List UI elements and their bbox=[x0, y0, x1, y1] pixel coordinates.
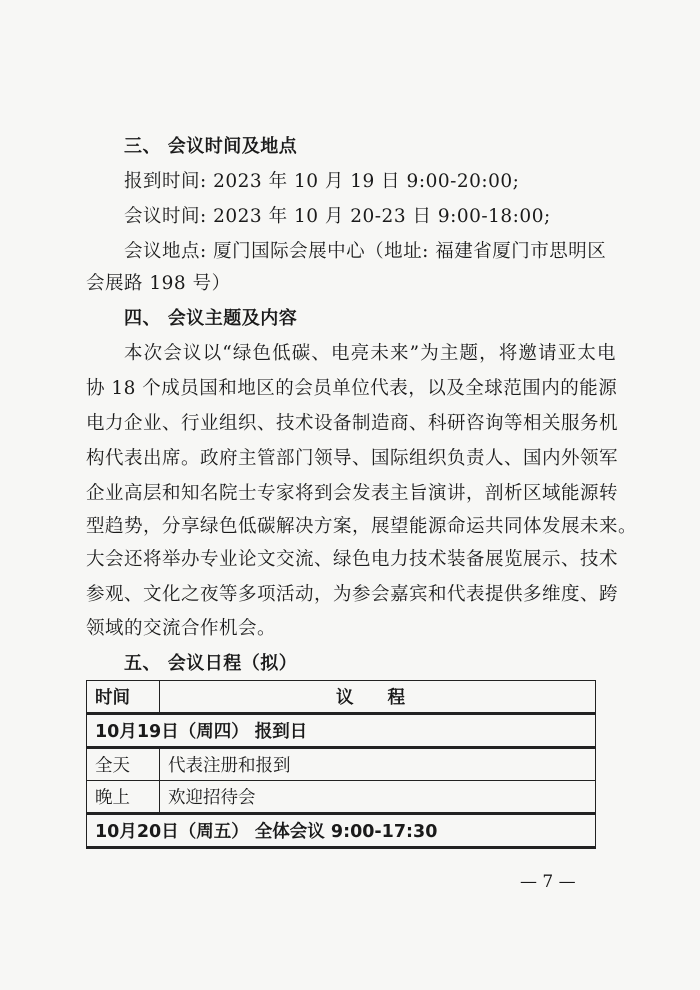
venue-line-1: 会议地点: 厦门国际会展中心（地址: 福建省厦门市思明区 bbox=[124, 241, 607, 262]
paragraph-line: 企业高层和知名院士专家将到会发表主旨演讲，剖析区域能源转 bbox=[86, 483, 619, 504]
row-time: 全天 bbox=[87, 748, 160, 781]
section5-heading: 五、 会议日程（拟） bbox=[124, 653, 298, 674]
section4-heading: 四、 会议主题及内容 bbox=[124, 308, 298, 329]
paragraph-line: 型趋势，分享绿色低碳解决方案，展望能源命运共同体发展未来。 bbox=[86, 516, 638, 537]
paragraph-line: 本次会议以“绿色低碳、电亮未来”为主题，将邀请亚太电 bbox=[124, 343, 616, 364]
meeting-time: 会议时间: 2023 年 10 月 20-23 日 9:00-18:00; bbox=[124, 206, 551, 227]
registration-time: 报到时间: 2023 年 10 月 19 日 9:00-20:00; bbox=[124, 171, 520, 192]
day2-label: 10月20日（周五） 全体会议 9:00-17:30 bbox=[87, 814, 596, 848]
paragraph-line: 大会还将举办专业论文交流、绿色电力技术装备展览展示、技术 bbox=[86, 549, 619, 570]
paragraph-line: 参观、文化之夜等多项活动，为参会嘉宾和代表提供多维度、跨 bbox=[86, 584, 619, 605]
row-item: 代表注册和报到 bbox=[160, 748, 596, 781]
header-agenda: 议 程 bbox=[160, 681, 596, 714]
section3-heading: 三、 会议时间及地点 bbox=[124, 136, 298, 157]
header-time: 时间 bbox=[87, 681, 160, 714]
table-row bbox=[87, 781, 596, 814]
venue-line-2: 会展路 198 号） bbox=[86, 273, 231, 294]
paragraph-line: 电力企业、行业组织、技术设备制造商、科研咨询等相关服务机 bbox=[86, 413, 619, 434]
row-item: 欢迎招待会 bbox=[160, 781, 596, 814]
table-header-row bbox=[87, 681, 596, 714]
day1-label: 10月19日（周四） 报到日 bbox=[87, 714, 596, 748]
paragraph-line: 构代表出席。政府主管部门领导、国际组织负责人、国内外领军 bbox=[86, 448, 619, 469]
schedule-table bbox=[86, 680, 596, 849]
paragraph-line: 协 18 个成员国和地区的会员单位代表，以及全球范围内的能源 bbox=[86, 378, 618, 399]
row-time: 晚上 bbox=[87, 781, 160, 814]
page-number: — 7 — bbox=[520, 872, 576, 892]
table-row-day2 bbox=[87, 814, 596, 848]
table-row-day1 bbox=[87, 714, 596, 748]
table-row bbox=[87, 748, 596, 781]
paragraph-line: 领域的交流合作机会。 bbox=[86, 618, 277, 639]
